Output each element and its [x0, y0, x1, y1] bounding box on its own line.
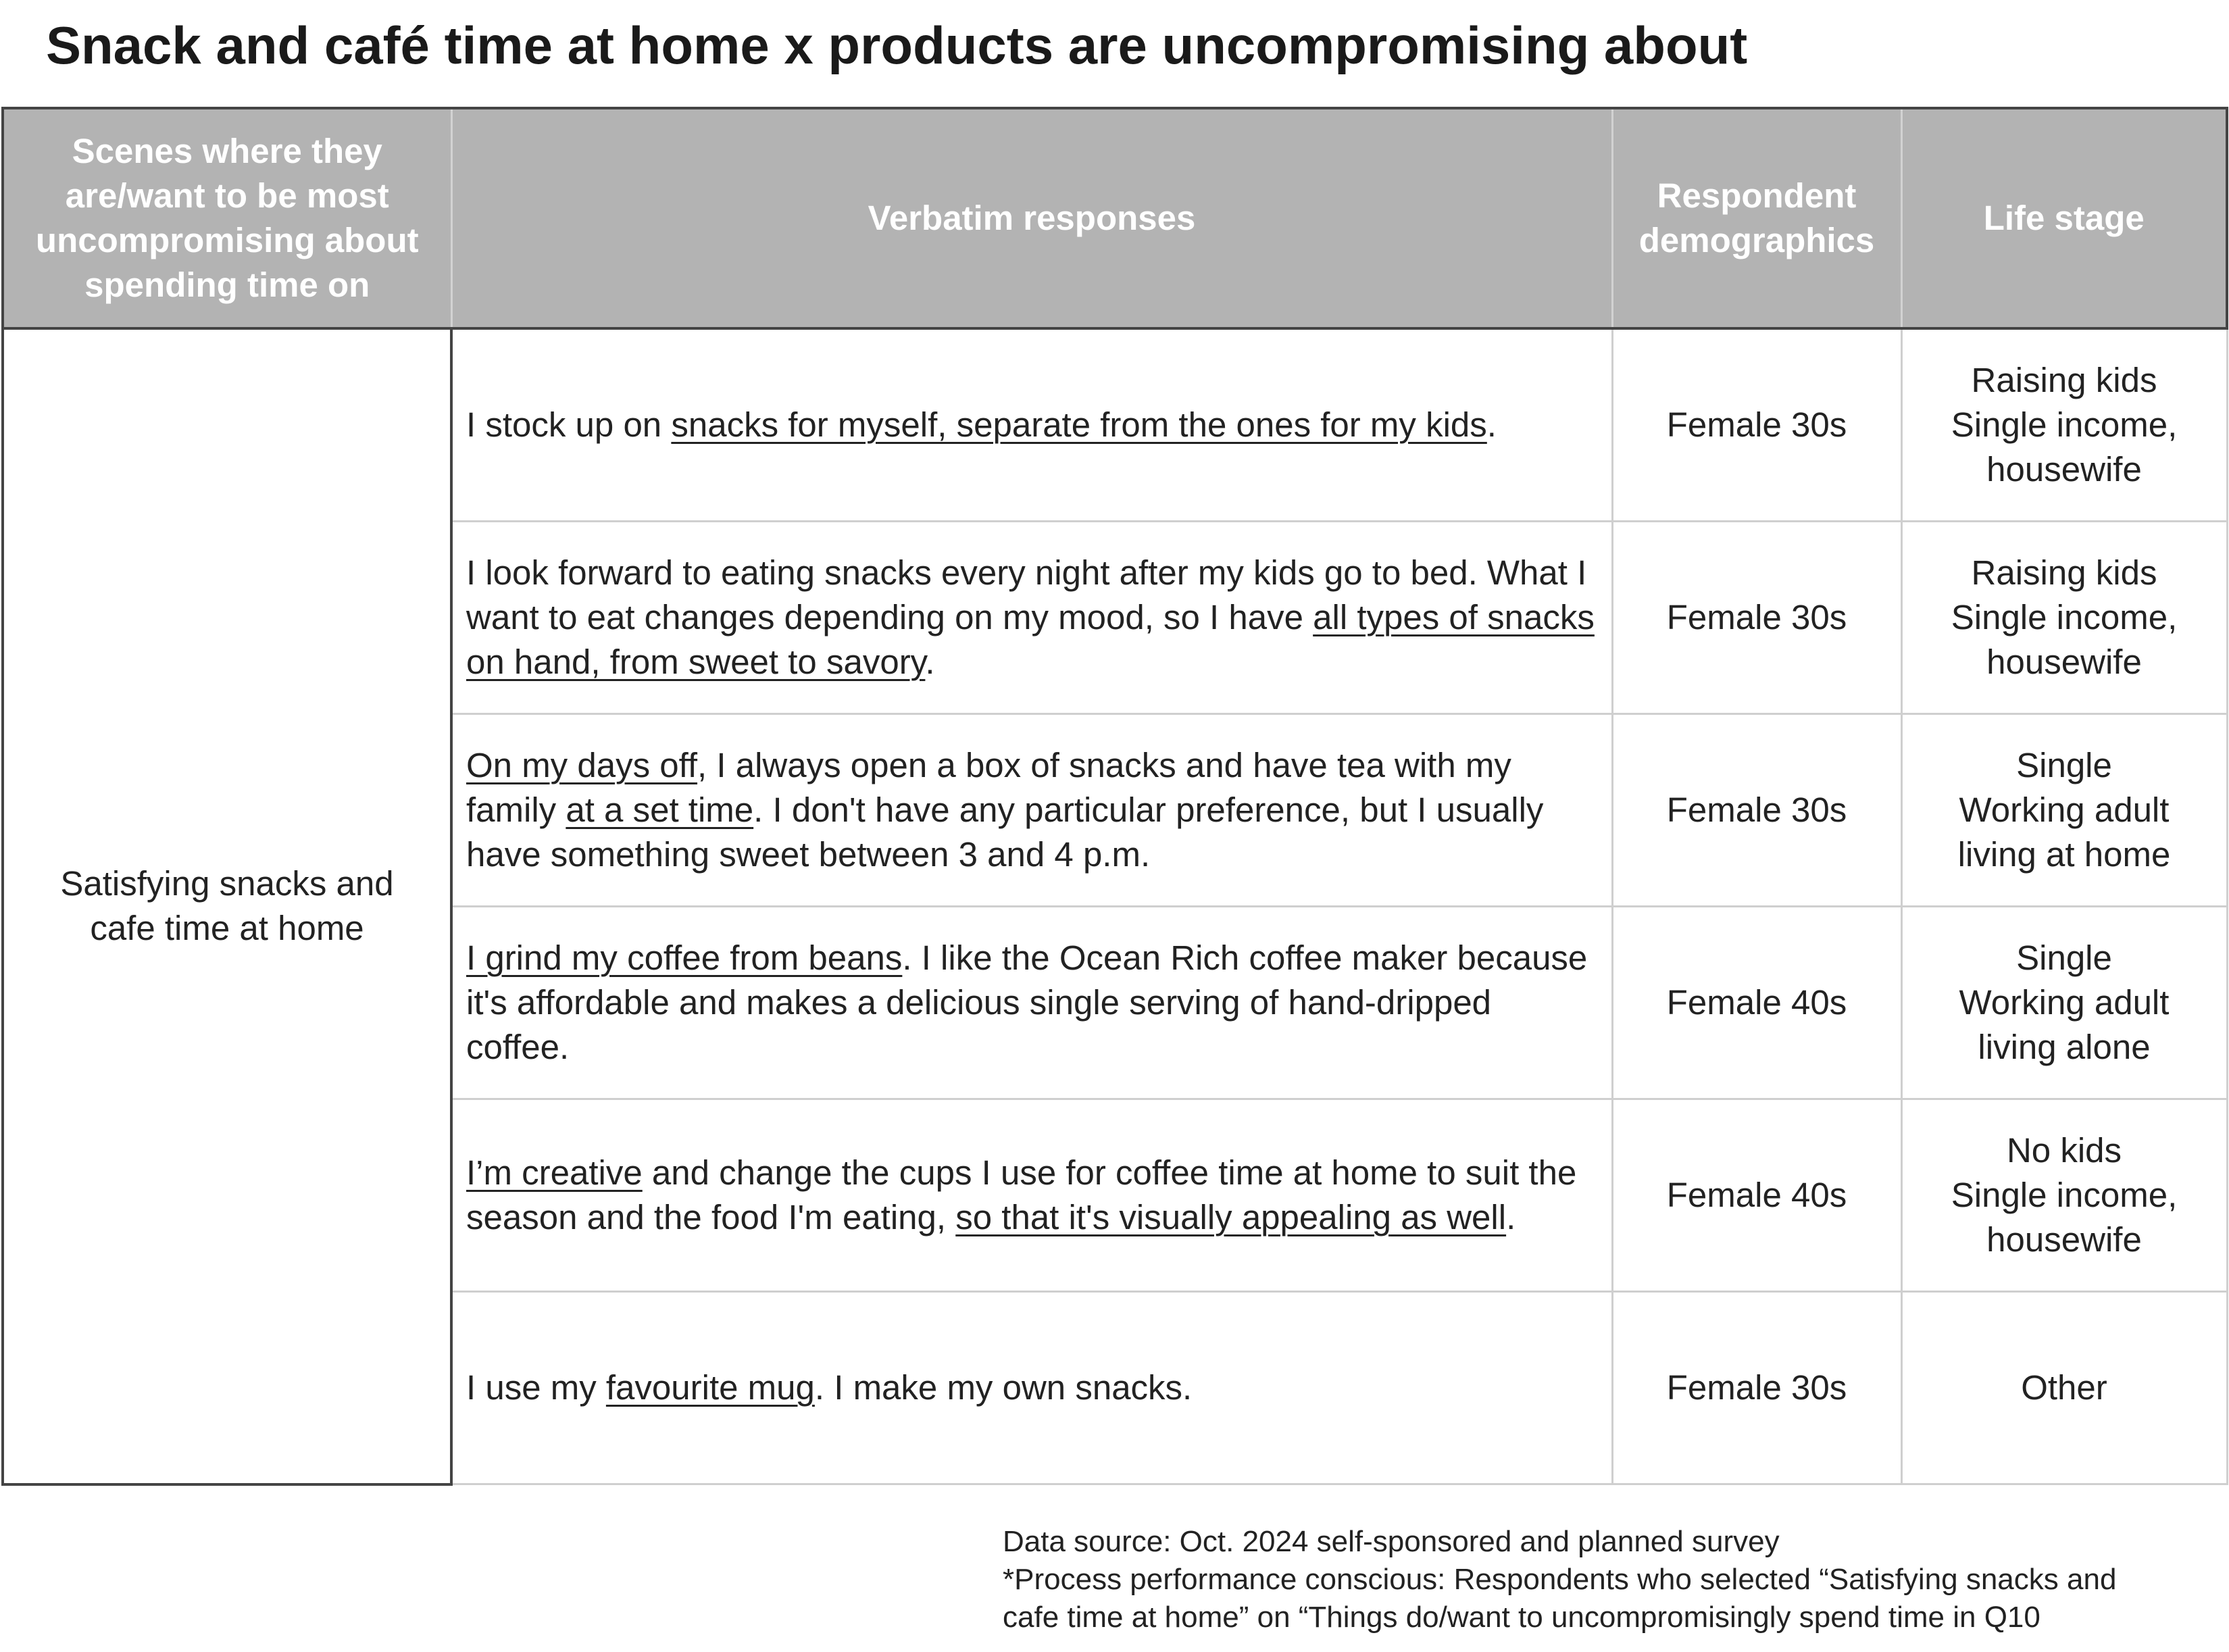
- life-stage-line: Raising kids: [1971, 553, 2157, 592]
- life-stage-cell: [1901, 1292, 2227, 1484]
- verbatim-highlight: at a set time: [566, 791, 754, 829]
- life-stage-line: No kids: [2006, 1131, 2122, 1170]
- footnote-source: Data source: Oct. 2024 self-sponsored and planned survey: [1003, 1525, 1780, 1558]
- life-stage-cell: [1901, 328, 2227, 522]
- life-stage-line: Single income,: [1951, 405, 2178, 444]
- survey-table: [1, 107, 2228, 1486]
- life-stage-line: Working adult: [1959, 983, 2170, 1022]
- life-stage-cell: [1901, 907, 2227, 1099]
- verbatim-text: , I always open a box of snacks and have tea with my family: [466, 746, 1511, 829]
- verbatim-text: .: [1506, 1198, 1516, 1236]
- life-stage-line: housewife: [1986, 1220, 2142, 1259]
- life-stage-line: living alone: [1978, 1028, 2151, 1066]
- verbatim-cell: [451, 522, 1612, 714]
- demographics-cell: Female 30s: [1612, 1292, 1901, 1484]
- life-stage-line: Single: [2016, 746, 2112, 784]
- verbatim-text: . I make my own snacks.: [814, 1368, 1193, 1407]
- table-header-row: [3, 108, 2227, 328]
- verbatim-highlight: On my days off: [466, 746, 698, 784]
- header-verbatim: Verbatim responses: [451, 108, 1612, 328]
- verbatim-highlight: I’m creative: [466, 1153, 643, 1192]
- verbatim-cell: [451, 714, 1612, 907]
- demographics-cell: Female 40s: [1612, 1099, 1901, 1292]
- page-title: Snack and café time at home x products are uncompromising about: [46, 16, 1748, 75]
- survey-table-frame: [1, 107, 2226, 1492]
- verbatim-highlight: so that it's visually appealing as well: [955, 1198, 1507, 1236]
- demographics-cell: Female 30s: [1612, 714, 1901, 907]
- verbatim-highlight: snacks for myself, separate from the ones for my kids: [671, 405, 1487, 444]
- life-stage-line: housewife: [1986, 643, 2142, 681]
- verbatim-cell: [451, 907, 1612, 1099]
- footnote-note-line: cafe time at home” on “Things do/want to uncompromisingly spend time in Q10: [1003, 1601, 2040, 1634]
- verbatim-text: .: [1486, 405, 1497, 444]
- verbatim-text: . I like the Ocean Rich coffee maker because it's affordable and makes a delicious single serving of hand-dripped coffee.: [466, 938, 1588, 1066]
- life-stage-line: housewife: [1986, 450, 2142, 489]
- life-stage-cell: [1901, 522, 2227, 714]
- demographics-cell: Female 30s: [1612, 328, 1901, 522]
- verbatim-cell: [451, 1099, 1612, 1292]
- header-life-stage: Life stage: [1901, 108, 2227, 328]
- life-stage-line: Raising kids: [1971, 361, 2157, 399]
- scene-cell: Satisfying snacks and cafe time at home: [3, 328, 451, 1484]
- header-demographics: Respondent demographics: [1612, 108, 1901, 328]
- verbatim-text: I stock up on: [466, 405, 672, 444]
- table-row: [3, 328, 2227, 522]
- life-stage-line: Other: [2021, 1368, 2107, 1407]
- verbatim-highlight: I grind my coffee from beans: [466, 938, 903, 977]
- life-stage-line: Single: [2016, 938, 2112, 977]
- verbatim-cell: [451, 328, 1612, 522]
- verbatim-cell: [451, 1292, 1612, 1484]
- verbatim-text: and change the cups I use for coffee time at home to suit the season and the food I'm eating,: [466, 1153, 1577, 1236]
- demographics-cell: Female 30s: [1612, 522, 1901, 714]
- verbatim-text: I look forward to eating snacks every night after my kids go to bed. What I want to eat changes depending on my mood, so I have: [466, 553, 1587, 636]
- table-body: [3, 328, 2227, 1484]
- life-stage-cell: [1901, 714, 2227, 907]
- life-stage-line: Working adult: [1959, 791, 2170, 829]
- verbatim-highlight: favourite mug: [605, 1368, 815, 1407]
- life-stage-line: living at home: [1957, 835, 2171, 874]
- verbatim-text: .: [925, 643, 935, 681]
- life-stage-line: Single income,: [1951, 598, 2178, 636]
- verbatim-text: . I don't have any particular preference, but I usually have something sweet between 3 and 4 p.m.: [466, 791, 1544, 874]
- header-scene: Scenes where they are/want to be most uncompromising about spending time on: [3, 108, 451, 328]
- demographics-cell: Female 40s: [1612, 907, 1901, 1099]
- life-stage-cell: [1901, 1099, 2227, 1292]
- footnote-note-line: *Process performance conscious: Respondents who selected “Satisfying snacks and: [1003, 1563, 2117, 1596]
- life-stage-line: Single income,: [1951, 1176, 2178, 1214]
- verbatim-highlight: all types of snacks on hand, from sweet to savory: [466, 598, 1595, 681]
- footnote: [1003, 1523, 2205, 1636]
- verbatim-text: I use my: [466, 1368, 606, 1407]
